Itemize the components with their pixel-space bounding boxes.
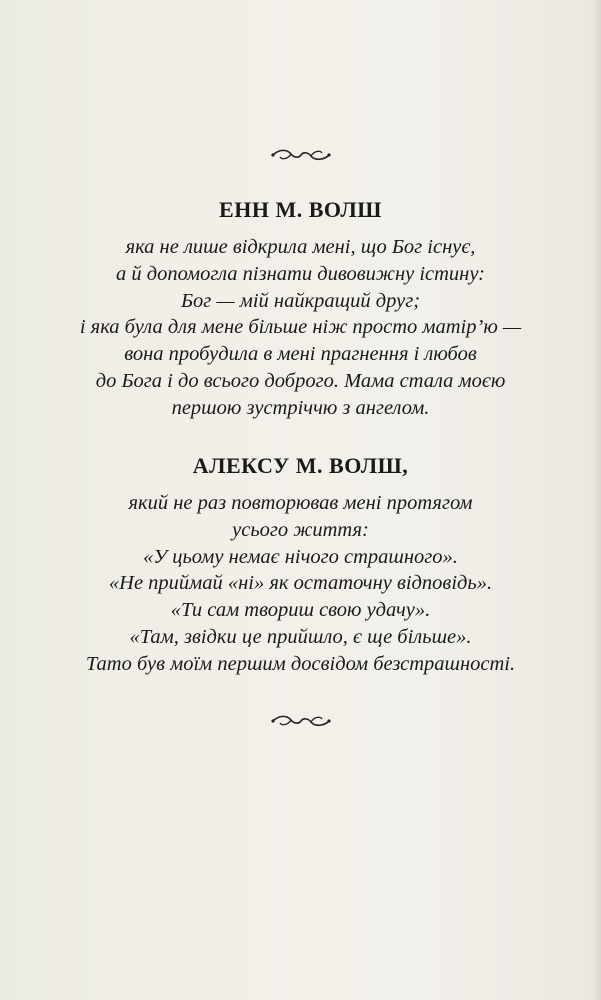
dedication-line: а й допомогла пізнати дивовижну істину: [115,262,486,285]
dedication-line: яка не лише відкрила мені, що Бог існує, [125,236,476,258]
dedication-line: першою зустріччю з ангелом. [171,396,430,419]
dedication-line: Бог — мій найкращий друг; [180,289,421,312]
dedication-line: усього життя: [232,518,369,541]
dedication-1 [0,196,601,422]
dedication-line: Тато був моїм першим досвідом безстрашності. [85,652,516,675]
dedication-name: АЛЕКСУ М. ВОЛШ, [192,453,409,478]
dedication-line: який не раз повторював мені протягом [128,492,473,514]
dedication-name: ЕНН М. ВОЛШ [219,197,382,222]
dedication-line: «У цьому немає нічого страшного». [143,545,458,568]
top-flourish-icon [269,146,333,164]
dedication-line: до Бога і до всього доброго. Мама стала моєю [95,369,506,392]
dedication-2 [0,452,601,678]
dedication-line: «Ти сам твориш свою удачу». [170,599,431,622]
dedication-line: «Там, звідки це прийшло, є ще більше». [129,625,472,648]
dedication-line: вона пробудила в мені прагнення і любов [124,343,477,366]
dedication-line: і яка була для мене більше ніж просто матір’ю — [79,316,522,339]
bottom-flourish-icon [269,712,333,730]
dedication-line: «Не приймай «ні» як остаточну відповідь». [108,572,493,595]
